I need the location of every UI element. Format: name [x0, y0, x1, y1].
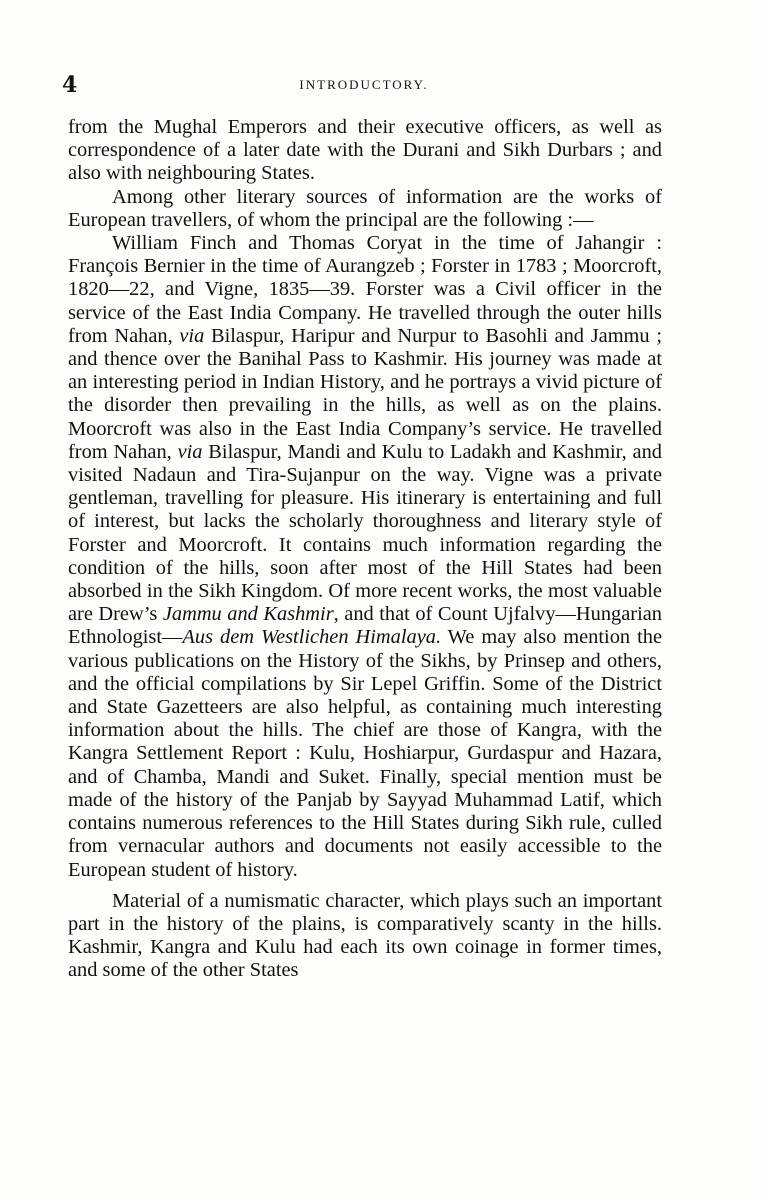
- text-run: Bilaspur, Haripur and Nurpur to Basohli and Jammu ; and thence over the Banihal Pass to Kashmir. His journey was made at an interesting period in Indian History, and he portrays a vivid picture of the disorder then prevailing in the hills, as well as on the plains. Moorcroft was also in the East India Company’s service. He travelled from Nahan,: [68, 324, 662, 463]
- text-run: Among other literary sources of information are the works of European travellers, of whom the principal are the following :—: [68, 185, 662, 231]
- text-run: from the Mughal Emperors and their executive officers, as well as correspondence of a later date with the Durani and Sikh Durbars ; and also with neighbouring States.: [68, 116, 662, 185]
- paragraph-4: [68, 890, 662, 983]
- italic-text: via: [177, 440, 203, 463]
- body-text: [68, 116, 662, 983]
- page-number: 4: [62, 72, 78, 98]
- paragraph-1: [68, 116, 662, 186]
- running-header: [62, 72, 666, 98]
- italic-text: via: [179, 324, 205, 347]
- text-run: Material of a numismatic character, which plays such an important part in the history of the plains, is comparatively scanty in the hills. Kashmir, Kangra and Kulu had each its own coinage in former times, and some of the other States: [68, 889, 662, 982]
- paragraph-3: [68, 232, 662, 882]
- paragraph-2: [68, 186, 662, 232]
- text-run: William Finch and Thomas Coryat in the time of Jahangir : François Bernier in the time of Aurangzeb ; Forster in 1783 ; Moorcroft, 1820—22, and Vigne, 1835—39. Forster was a Civil officer in the service of the East India Company. He travelled through the outer hills from Nahan,: [68, 232, 662, 347]
- italic-text: Aus dem Westlichen Himalaya.: [182, 626, 442, 649]
- text-run: , and that of Count Ujfalvy—Hungarian Ethnologist—: [68, 603, 662, 649]
- italic-text: Jammu and Kashmir: [162, 603, 334, 626]
- running-title: INTRODUCTORY.: [299, 77, 429, 92]
- text-run: We may also mention the various publications on the History of the Sikhs, by Prinsep and others, and the official compilations by Sir Lepel Griffin. Some of the District and State Gazetteers are also helpful, as containing much interesting information about the hills. The chief are those of Kangra, with the Kangra Settlement Report : Kulu, Hoshiarpur, Gurdaspur and Hazara, and of Chamba, Mandi and Suket. Finally, special mention must be made of the history of the Panjab by Sayyad Muhammad Latif, which contains numerous references to the Hill States during Sikh rule, culled from vernacular authors and documents not easily accessible to the European student of history.: [68, 626, 662, 881]
- text-run: Bilaspur, Mandi and Kulu to Ladakh and Kashmir, and visited Nadaun and Tira-Sujanpur on the way. Vigne was a private gentleman, travelling for pleasure. His itinerary is entertaining and full of interest, but lacks the scholarly thoroughness and literary style of Forster and Moorcroft. It contains much information regarding the condition of the hills, soon after most of the Hill States had been absorbed in the Sikh Kingdom. Of more recent works, the most valuable are Drew’s: [68, 440, 662, 626]
